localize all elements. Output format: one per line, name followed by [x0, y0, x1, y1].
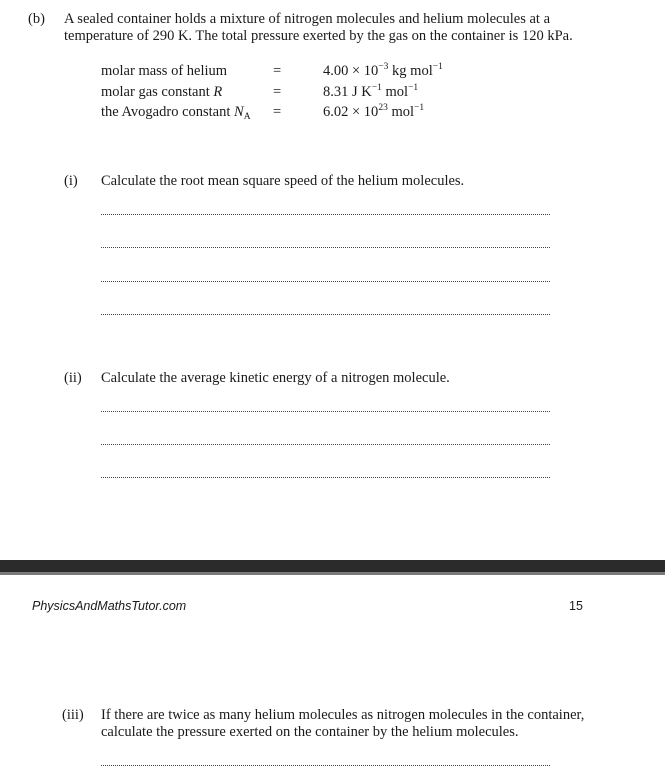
- answer-line[interactable]: [101, 281, 550, 282]
- answer-line[interactable]: [101, 765, 550, 766]
- question-ii-text: Calculate the average kinetic energy of a nitrogen molecule.: [101, 370, 450, 386]
- equals-sign: =: [273, 84, 282, 100]
- page-number: 15: [569, 599, 583, 613]
- equals-sign: =: [273, 63, 282, 79]
- constant-name-avogadro: the Avogadro constant $N_A$: [101, 104, 251, 122]
- question-iii-label: (iii): [62, 707, 84, 723]
- constant-value-helium-molar-mass: $4.00 \times 10^{-3}$ kg mol$^{-1}$: [323, 62, 443, 79]
- answer-line[interactable]: [101, 411, 550, 412]
- question-iii-line-1: If there are twice as many helium molecules as nitrogen molecules in the container,: [101, 707, 585, 723]
- part-b-intro-line-1: A sealed container holds a mixture of nitrogen molecules and helium molecules at a: [64, 11, 551, 27]
- constant-name-helium-molar-mass: molar mass of helium: [101, 63, 228, 79]
- answer-line[interactable]: [101, 214, 550, 215]
- part-b-intro-line-2: temperature of 290 K. The total pressure exerted by the gas on the container is 120 kPa.: [64, 28, 573, 44]
- equals-sign: =: [273, 104, 282, 120]
- part-b-label: (b): [28, 11, 45, 27]
- question-i-label: (i): [64, 173, 78, 189]
- answer-line[interactable]: [101, 477, 550, 478]
- question-ii-label: (ii): [64, 370, 82, 386]
- constant-name-gas-constant: molar gas constant R: [101, 84, 223, 100]
- constant-value-gas-constant: 8.31 J $K^{-1}$ mol$^{-1}$: [323, 83, 419, 100]
- question-i-text: Calculate the root mean square speed of the helium molecules.: [101, 173, 465, 189]
- answer-line[interactable]: [101, 247, 550, 248]
- separator-band-dark: [0, 560, 665, 572]
- separator-band-light: [0, 572, 665, 575]
- constant-value-avogadro: $6.02 \times 10^{23}$ mol$^{-1}$: [323, 103, 425, 120]
- footer-source: PhysicsAndMathsTutor.com: [32, 599, 187, 613]
- answer-line[interactable]: [101, 444, 550, 445]
- question-iii-line-2: calculate the pressure exerted on the container by the helium molecules.: [101, 724, 519, 740]
- answer-line[interactable]: [101, 314, 550, 315]
